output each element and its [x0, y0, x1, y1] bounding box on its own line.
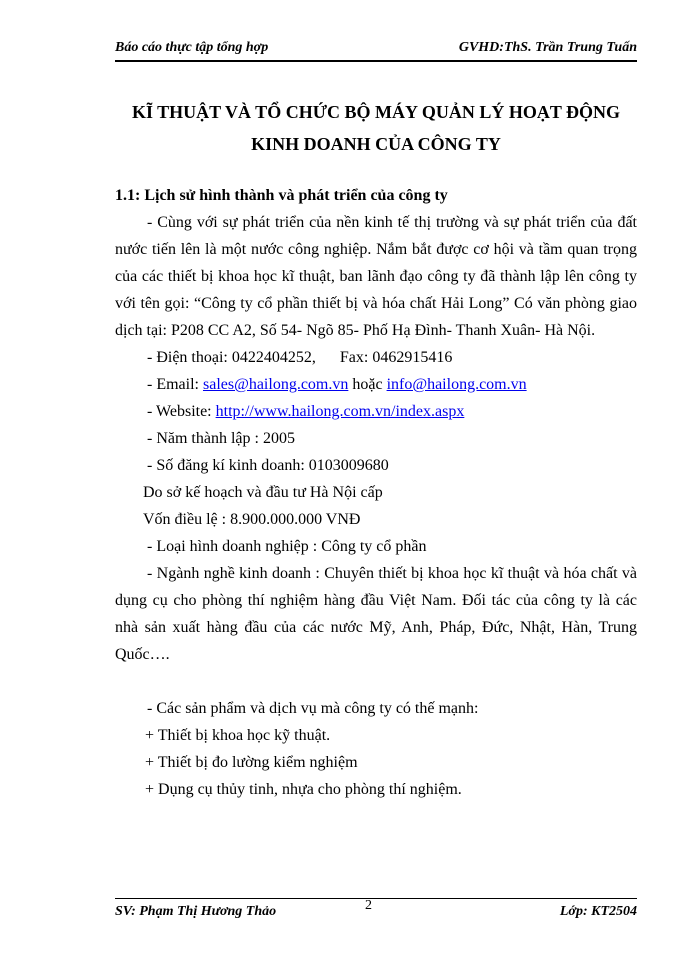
founded-year: - Năm thành lập : 2005	[147, 430, 295, 447]
page-body	[115, 182, 637, 803]
phone-text: - Điện thoại: 0422404252,	[147, 349, 316, 366]
product-item: + Thiết bị đo lường kiểm nghiệm	[145, 754, 358, 771]
business-registration-number: - Số đăng kí kinh doanh: 0103009680	[147, 457, 389, 474]
section-heading: 1.1: Lịch sử hình thành và phát triển của công ty	[115, 187, 448, 204]
paragraph-gap	[115, 668, 637, 695]
email-link-info[interactable]: info@hailong.com.vn	[386, 376, 527, 393]
product-item: + Dụng cụ thủy tinh, nhựa cho phòng thí nghiệm.	[145, 781, 462, 798]
intro-paragraph: - Cùng với sự phát triển của nền kinh tế thị trường và sự phát triển của đất nước tiến lên là một nước công nghiệp. Nắm bắt được cơ hội và tầm quan trọng của các thiết bị khoa học kĩ thuật, ban lãnh đạo công ty đã thành lập lên công ty với tên gọi: “Công ty cổ phần thiết bị và hóa chất Hải Long” Có văn phòng giao dịch tại: P208 CC A2, Số 54- Ngõ 85- Phố Hạ Đình- Thanh Xuân- Hà Nội.	[115, 214, 637, 339]
page-header	[115, 38, 637, 62]
registration-issuer: Do sở kế hoạch và đầu tư Hà Nội cấp	[143, 484, 383, 501]
page-footer	[115, 898, 637, 922]
footer-class: Lớp: KT2504	[559, 904, 637, 919]
page-number: 2	[365, 898, 372, 913]
email-label: - Email:	[147, 376, 203, 393]
product-item: + Thiết bị khoa học kỹ thuật.	[145, 727, 331, 744]
products-intro: - Các sản phẩm và dịch vụ mà công ty có thế mạnh:	[147, 700, 479, 717]
email-link-sales[interactable]: sales@hailong.com.vn	[202, 376, 349, 393]
contact-email-line	[115, 371, 637, 398]
website-line	[115, 398, 637, 425]
email-separator: hoặc	[348, 376, 387, 393]
fax-text: Fax: 0462915416	[339, 349, 453, 366]
chapter-title	[115, 96, 637, 160]
company-type: - Loại hình doanh nghiệp : Công ty cổ phần	[147, 538, 427, 555]
chapter-title-line-1: KĨ THUẬT VÀ TỔ CHỨC BỘ MÁY QUẢN LÝ HOẠT ĐỘNG	[131, 102, 621, 122]
contact-phone-line	[115, 344, 637, 371]
footer-student-name: SV: Phạm Thị Hương Thảo	[115, 904, 277, 919]
business-lines-paragraph: - Ngành nghề kinh doanh : Chuyên thiết bị khoa học kĩ thuật và hóa chất và dụng cụ cho phòng thí nghiệm hàng đầu Việt Nam. Đối tác của công ty là các nhà sản xuất hàng đầu của các nước Mỹ, Anh, Pháp, Đức, Nhật, Hàn, Trung Quốc….	[115, 565, 637, 663]
header-supervisor: GVHD:ThS. Trần Trung Tuấn	[458, 40, 637, 55]
header-report-title: Báo cáo thực tập tổng hợp	[115, 40, 269, 55]
website-label: - Website:	[147, 403, 216, 420]
website-link[interactable]: http://www.hailong.com.vn/index.aspx	[215, 403, 465, 420]
chapter-title-line-2: KINH DOANH CỦA CÔNG TY	[251, 134, 501, 154]
charter-capital: Vốn điều lệ : 8.900.000.000 VNĐ	[143, 511, 361, 528]
